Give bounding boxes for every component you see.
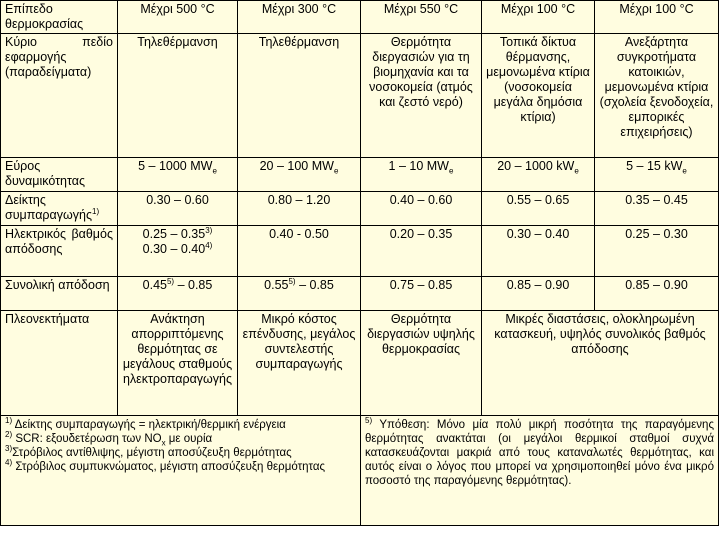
col-header: Μέχρι 550 °C — [361, 1, 482, 34]
table-cell: Ανεξάρτητα συγκροτήματα κατοικιών, μεμονωμένα κτίρια (σχολεία ξενοδοχεία, εμπορικές επιχειρήσεις) — [595, 34, 719, 158]
footnote-mark: 4) — [5, 458, 13, 468]
footnote-mark: 2) — [5, 430, 13, 440]
footnote-text: Στρόβιλος αντίθλιψης, μέγιστη αποσύζευξη θερμότητας — [12, 447, 292, 459]
capacity-row — [1, 158, 719, 192]
col-header: Μέχρι 300 °C — [238, 1, 361, 34]
subscript: e — [574, 166, 579, 176]
footnote — [5, 460, 356, 474]
cell-value: 5 – 15 kW — [626, 159, 683, 173]
table-cell: Τηλεθέρμανση — [238, 34, 361, 158]
cell-value: – 0.85 — [174, 278, 213, 292]
subscript: e — [333, 166, 339, 176]
cell-value: 20 – 100 MW — [259, 159, 334, 173]
cell-value: 20 – 1000 kW — [497, 159, 575, 173]
footnote — [5, 418, 356, 432]
footnote-mark: 4) — [205, 240, 213, 250]
table-cell — [361, 158, 482, 192]
footnotes-left — [1, 416, 361, 526]
col-header: Μέχρι 100 °C — [595, 1, 719, 34]
row-label-capacity: Εύρος δυναμικότητας — [1, 158, 118, 192]
footnotes-row — [1, 416, 719, 526]
table-cell: 0.75 – 0.85 — [361, 277, 482, 311]
table-cell: 0.40 - 0.50 — [238, 226, 361, 277]
table-cell — [238, 158, 361, 192]
table-cell: Θερμότητα διεργασιών υψηλής θερμοκρασίας — [361, 311, 482, 416]
subscript: e — [682, 166, 687, 176]
footnote-right — [361, 416, 719, 526]
table-cell: 0.30 – 0.40 — [482, 226, 595, 277]
footnote — [5, 432, 356, 446]
footnote-mark: 3) — [205, 225, 213, 235]
electric-efficiency-row — [1, 226, 719, 277]
table-cell: 0.55 – 0.65 — [482, 192, 595, 226]
cell-value: 0.30 – 0.40 — [142, 242, 206, 256]
row-label-chp-index — [1, 192, 118, 226]
footnote-mark: 1) — [5, 416, 13, 426]
cell-value: 5 – 1000 MW — [138, 159, 213, 173]
cell-value: 0.55 — [264, 278, 289, 292]
row-label-temperature: Επίπεδο θερμοκρασίας — [1, 1, 118, 34]
chp-index-row — [1, 192, 719, 226]
table-cell: 0.35 – 0.45 — [595, 192, 719, 226]
header-row — [1, 1, 719, 34]
footnote-mark: 5) — [166, 276, 175, 286]
table-cell: 0.80 – 1.20 — [238, 192, 361, 226]
application-row — [1, 34, 719, 158]
footnote-text: Υπόθεση: Μόνο μία πολύ μικρή ποσότητα της παραγόμενης θερμότητας ανακτάται (οι μεγάλοι θερμικοί σταθμοί συχνά κατασκευάζονται μακριά από τους καταναλωτές θερμότητας, και αυτός είναι ο λόγος που μπορεί να χρησιμοποιηθεί μόνο ένα μικρό ποσοστό της παραγόμενης θερμότητας). — [365, 419, 714, 487]
table-cell — [118, 277, 238, 311]
table-cell — [238, 277, 361, 311]
table-cell: Τηλεθέρμανση — [118, 34, 238, 158]
table-cell — [595, 158, 719, 192]
table-cell: 0.85 – 0.90 — [482, 277, 595, 311]
subscript: e — [212, 166, 217, 176]
total-efficiency-row — [1, 277, 719, 311]
col-header: Μέχρι 100 °C — [482, 1, 595, 34]
row-label-advantages: Πλεονεκτήματα — [1, 311, 118, 416]
footnote-mark: 1) — [92, 206, 100, 216]
footnote-mark: 5) — [288, 276, 296, 286]
subscript: x — [161, 438, 166, 448]
footnote-text: με ουρία — [165, 433, 213, 445]
table-cell — [118, 226, 238, 277]
table-cell: Θερμότητα διεργασιών για τη βιομηχανία και τα νοσοκομεία (ατμός και ζεστό νερό) — [361, 34, 482, 158]
cell-value: – 0.85 — [295, 278, 334, 292]
table-cell: 0.25 – 0.30 — [595, 226, 719, 277]
table-cell-merged: Μικρές διαστάσεις, ολοκληρωμένη κατασκευή, υψηλός συνολικός βαθμός απόδοσης — [482, 311, 719, 416]
table-cell: 0.30 – 0.60 — [118, 192, 238, 226]
table-cell: Ανάκτηση απορριπτόμενης θερμότητας σε μεγάλους σταθμούς ηλεκτροπαραγωγής — [118, 311, 238, 416]
cell-value: 0.25 – 0.35 — [142, 227, 206, 241]
table-cell — [482, 158, 595, 192]
footnote-text: SCR: εξουδετέρωση των NO — [12, 433, 162, 445]
row-label-total-efficiency: Συνολική απόδοση — [1, 277, 118, 311]
label-text: Δείκτης συμπαραγωγής — [5, 193, 92, 222]
table-cell: 0.40 – 0.60 — [361, 192, 482, 226]
footnote-text: Δείκτης συμπαραγωγής = ηλεκτρική/θερμική ενέργεια — [12, 419, 286, 431]
footnote-mark: 3) — [5, 444, 13, 454]
subscript: e — [448, 166, 454, 176]
table-cell: 0.85 – 0.90 — [595, 277, 719, 311]
advantages-row — [1, 311, 719, 416]
footnote-mark: 5) — [365, 416, 373, 426]
table-cell: Μικρό κόστος επένδυσης, μεγάλος συντελεστής συμπαραγωγής — [238, 311, 361, 416]
footnote — [5, 446, 356, 460]
table-cell — [118, 158, 238, 192]
row-label-electric-efficiency: Ηλεκτρικός βαθμός απόδοσης — [1, 226, 118, 277]
table-cell: 0.20 – 0.35 — [361, 226, 482, 277]
row-label-application: Κύριο πεδίο εφαρμογής (παραδείγματα) — [1, 34, 118, 158]
cell-value: 0.45 — [142, 278, 167, 292]
table-cell: Τοπικά δίκτυα θέρμανσης, μεμονωμένα κτίρια (νοσοκομεία μεγάλα δημόσια κτίρια) — [482, 34, 595, 158]
col-header: Μέχρι 500 °C — [118, 1, 238, 34]
footnote-text: Στρόβιλος συμπυκνώματος, μέγιστη αποσύζευξη θερμότητας — [12, 461, 326, 473]
cell-value: 1 – 10 MW — [388, 159, 449, 173]
